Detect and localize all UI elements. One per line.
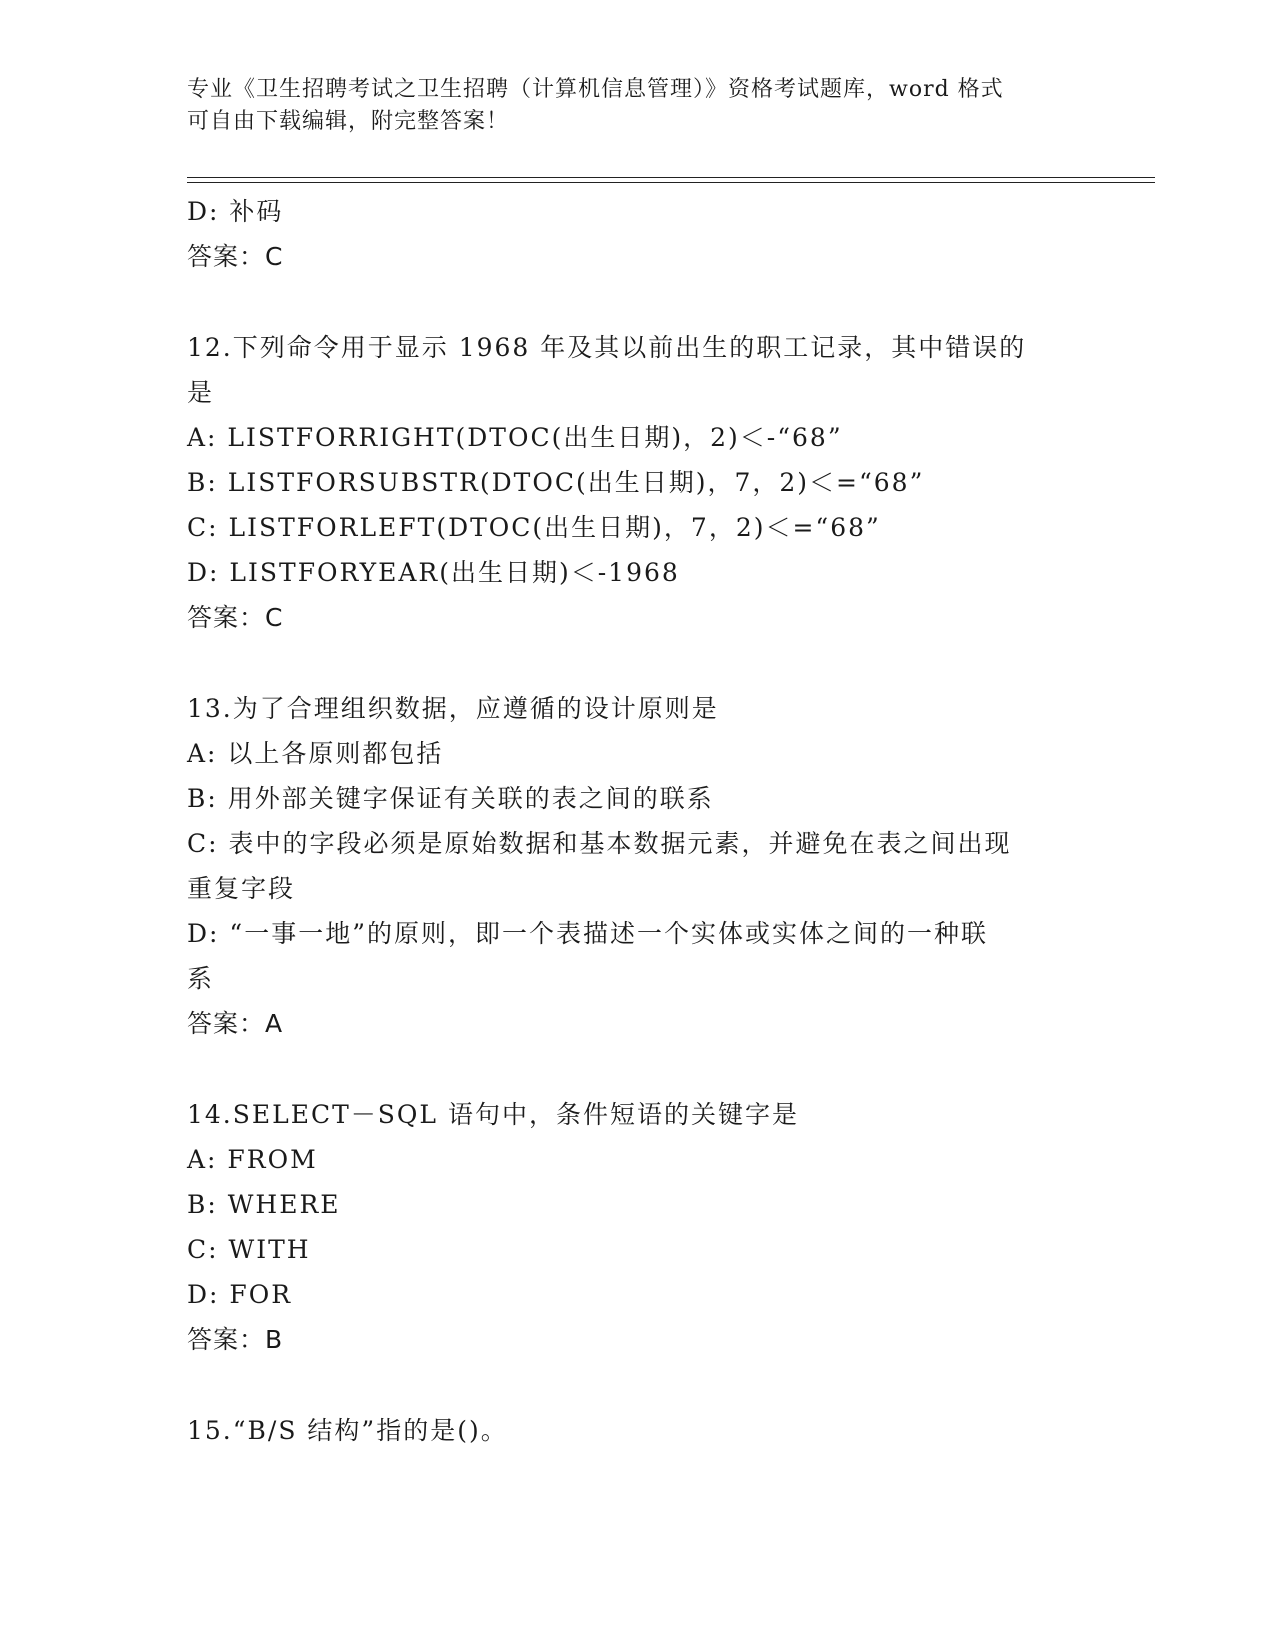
option-b: B: LISTFORSUBSTR(DTOC(出生日期)，7，2)＜=“68”	[187, 468, 925, 497]
spacer	[187, 640, 1087, 686]
question-stem: 12.下列命令用于显示 1968 年及其以前出生的职工记录，其中错误的	[187, 333, 1027, 362]
answer-prev: 答案：C	[187, 242, 284, 271]
option-d: D: FOR	[187, 1280, 293, 1309]
option-c: C: WITH	[187, 1235, 311, 1264]
header-line-2: 可自由下载编辑，附完整答案！	[187, 109, 510, 134]
answer: 答案：A	[187, 1009, 284, 1038]
question-stem: 14.SELECT－SQL 语句中，条件短语的关键字是	[187, 1100, 799, 1129]
spacer	[187, 1046, 1087, 1092]
question-14	[187, 1092, 1087, 1362]
question-list	[187, 189, 1087, 1453]
document-header	[187, 74, 1067, 138]
option-d: D: “一事一地”的原则，即一个表描述一个实体或实体之间的一种联	[187, 919, 988, 948]
option-d-cont: 系	[187, 964, 215, 993]
answer: 答案：C	[187, 603, 284, 632]
option-b: B: WHERE	[187, 1190, 341, 1219]
header-rule-top	[187, 177, 1155, 178]
header-line-1: 专业《卫生招聘考试之卫生招聘（计算机信息管理）》资格考试题库，word 格式	[187, 77, 1004, 102]
option-d: D: LISTFORYEAR(出生日期)＜-1968	[187, 558, 680, 587]
option-a: A: 以上各原则都包括	[187, 739, 444, 768]
question-12	[187, 325, 1087, 640]
question-stem: 15.“B/S 结构”指的是()。	[187, 1416, 508, 1445]
header-rule-bottom	[187, 182, 1155, 183]
spacer	[187, 1362, 1087, 1408]
option-a: A: LISTFORRIGHT(DTOC(出生日期)，2)＜-“68”	[187, 423, 843, 452]
spacer	[187, 279, 1087, 325]
option-d-prev: D: 补码	[187, 197, 284, 226]
question-stem-cont: 是	[187, 378, 215, 407]
option-c-cont: 重复字段	[187, 874, 296, 903]
option-a: A: FROM	[187, 1145, 318, 1174]
option-b: B: 用外部关键字保证有关联的表之间的联系	[187, 784, 714, 813]
answer: 答案：B	[187, 1325, 284, 1354]
question-13	[187, 686, 1087, 1046]
question-stem: 13.为了合理组织数据，应遵循的设计原则是	[187, 694, 719, 723]
option-c: C: LISTFORLEFT(DTOC(出生日期)，7，2)＜=“68”	[187, 513, 881, 542]
option-c: C: 表中的字段必须是原始数据和基本数据元素，并避免在表之间出现	[187, 829, 1012, 858]
question-15	[187, 1408, 1087, 1453]
